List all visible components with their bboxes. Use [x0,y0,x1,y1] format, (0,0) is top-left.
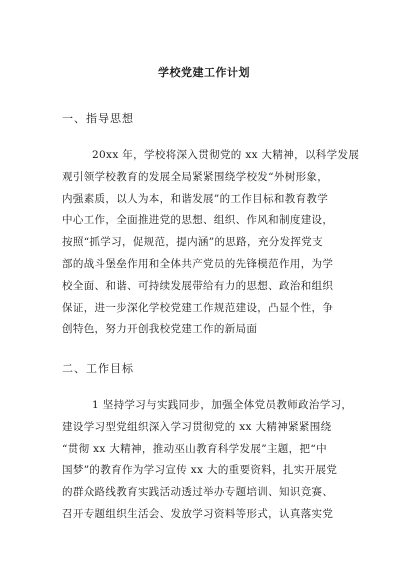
paragraph-line: 建设学习型党组织深入学习贯彻党的 xx 大精神紧紧围绕 [62,420,332,433]
paragraph-line: 1 坚持学习与实践同步，加强全体党员教师政治学习， [92,399,353,411]
paragraph-line: 校全面、和谐、可持续发展带给有力的思想、政治和组织 [62,279,334,292]
paragraph-line: 20xx 年，学校将深入贯彻党的 xx 大精神，以科学发展 [92,149,360,161]
paragraph-line: 的群众路线教育实践活动透过举办专题培训、知识竞赛、 [62,486,334,499]
paragraph-line: 按照“抓学习，促规范，提内涵”的思路，充分发挥党支 [62,236,323,249]
document-title: 学校党建工作计划 [158,66,250,79]
paragraph-line: 部的战斗堡垒作用和全体共产党员的先锋模范作用，为学 [62,257,334,270]
paragraph-line: 国梦”的教育作为学习宣传 xx 大的重要资料，扎实开展党 [62,464,338,477]
paragraph-line: 中心工作，全面推进党的思想、组织、作风和制度建设， [62,214,334,227]
paragraph-guiding-thought [62,145,360,341]
section-heading-guiding-thought: 一、指导思想 [62,112,134,125]
paragraph-line: 保证，进一步深化学校党建工作规范建设，凸显个性，争 [62,301,334,314]
paragraph-line: 内强素质，以人为本，和谐发展”的工作目标和教育教学 [62,192,329,205]
paragraph-line: 召开专题组织生活会、发放学习资料等形式，认真落实党 [62,507,334,520]
section-heading-work-goals: 二、工作目标 [62,362,134,375]
paragraph-line: “贯彻 xx 大精神，推动巫山教育科学发展”主题，把“中 [62,442,327,455]
paragraph-line: 创特色，努力开创我校党建工作的新局面 [62,323,258,336]
paragraph-work-goals [62,395,352,526]
paragraph-line: 观引领学校教育的发展全局紧紧围绕学校发“外树形象， [62,170,329,183]
